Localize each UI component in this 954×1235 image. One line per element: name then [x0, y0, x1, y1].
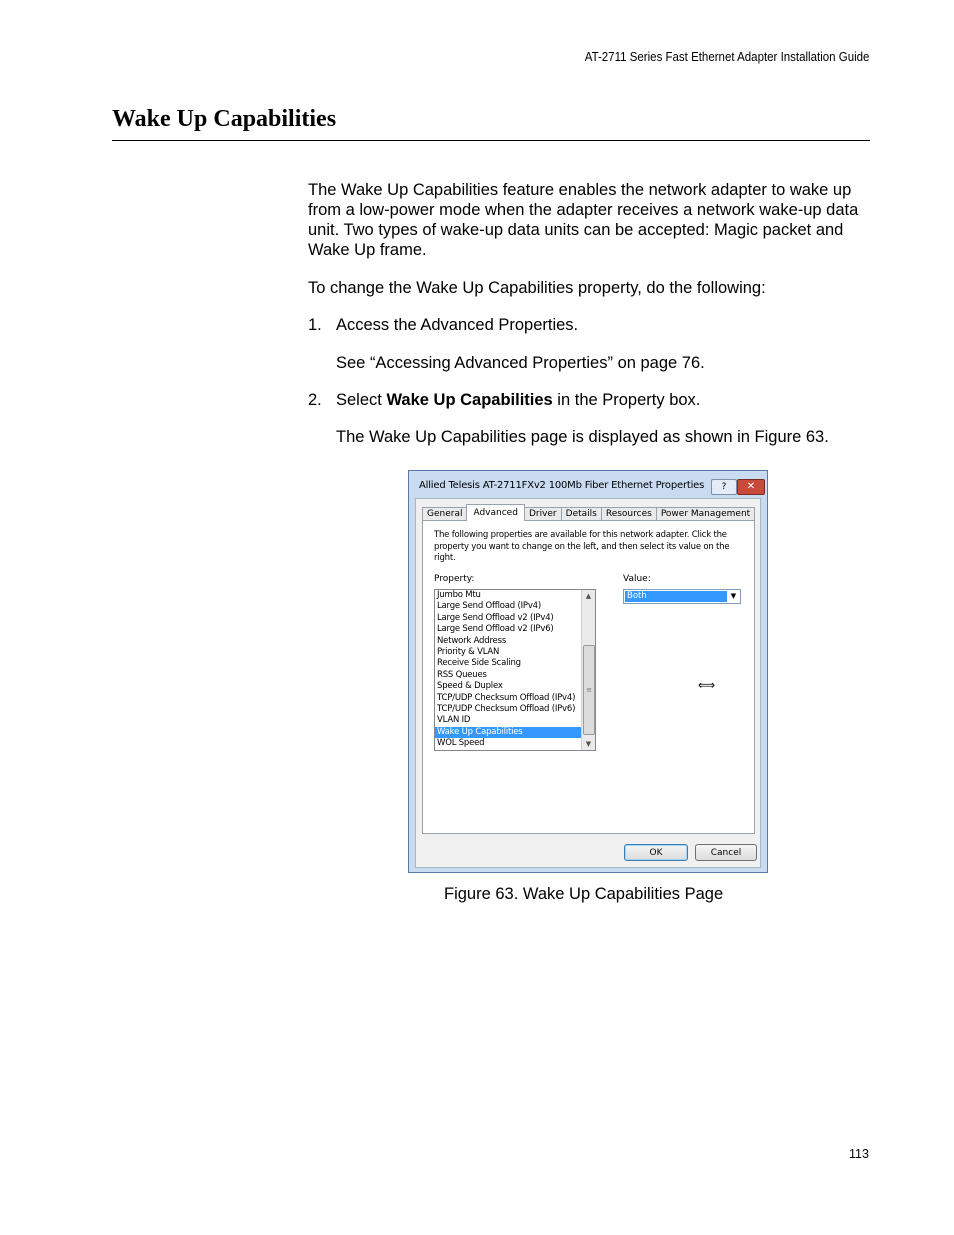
section-title: Wake Up Capabilities	[112, 106, 337, 132]
properties-dialog-screenshot	[408, 470, 768, 873]
title-divider	[112, 140, 870, 141]
value-selected-text: Both	[625, 591, 727, 602]
list-item[interactable]: WOL Speed	[437, 738, 485, 749]
instruction-paragraph: To change the Wake Up Capabilities property, do the following:	[308, 279, 766, 297]
dropdown-arrow-icon[interactable]: ▼	[730, 592, 737, 600]
help-button[interactable]: ?	[711, 479, 737, 495]
resize-cursor-icon: ⟺	[698, 678, 716, 692]
list-item-selected[interactable]: Wake Up Capabilities	[435, 727, 581, 738]
page-number: 113	[849, 1147, 869, 1161]
list-item[interactable]: Network Address	[437, 635, 507, 646]
list-item[interactable]: Receive Side Scaling	[437, 658, 521, 669]
property-label: Property:	[434, 574, 475, 584]
tab-power-management[interactable]: Power Management	[656, 507, 755, 521]
step-1-subtext: See “Accessing Advanced Properties” on page 76.	[336, 354, 705, 372]
ok-button[interactable]: OK	[624, 844, 688, 861]
list-item[interactable]: VLAN ID	[437, 715, 471, 726]
step-2-number: 2.	[308, 391, 322, 409]
figure-caption: Figure 63. Wake Up Capabilities Page	[444, 885, 724, 903]
step-2-text-before: Select	[336, 391, 387, 409]
step-2-subtext: The Wake Up Capabilities page is displayed as shown in Figure 63.	[336, 428, 829, 446]
list-item[interactable]: Large Send Offload v2 (IPv6)	[437, 624, 554, 635]
tab-general[interactable]: General	[422, 507, 467, 521]
value-label: Value:	[623, 574, 651, 584]
tab-driver[interactable]: Driver	[524, 507, 562, 521]
list-item[interactable]: RSS Queues	[437, 669, 487, 680]
step-2-text	[336, 390, 700, 410]
advanced-panel	[422, 520, 755, 834]
scroll-thumb[interactable]: ≡	[583, 645, 595, 735]
step-1-text: Access the Advanced Properties.	[336, 316, 579, 334]
intro-paragraph: The Wake Up Capabilities feature enables the network adapter to wake up from a low-power mode when the adapter receives a network wake-up data unit. Two types of wake-up data units can be accepted: Magic packet and Wake Up frame.	[308, 181, 859, 259]
panel-description: The following properties are available for this network adapter. Click the property you want to change on the left, and then select its value on the right.	[434, 530, 730, 563]
tab-advanced[interactable]: Advanced	[466, 504, 524, 521]
list-item[interactable]: Large Send Offload v2 (IPv4)	[437, 612, 554, 623]
tab-details[interactable]: Details	[561, 507, 602, 521]
value-dropdown[interactable]	[623, 589, 741, 604]
step-2-bold-term: Wake Up Capabilities	[386, 391, 553, 409]
list-item[interactable]: Priority & VLAN	[437, 646, 500, 657]
tab-strip	[422, 505, 754, 521]
list-item[interactable]: Large Send Offload (IPv4)	[437, 601, 541, 612]
running-header: AT-2711 Series Fast Ethernet Adapter Installation Guide	[584, 50, 869, 64]
step-2-text-after: in the Property box.	[552, 391, 701, 409]
scroll-up-arrow-icon[interactable]: ▲	[585, 592, 592, 600]
list-item[interactable]: Speed & Duplex	[437, 681, 503, 692]
scroll-down-arrow-icon[interactable]: ▼	[585, 740, 592, 748]
close-button[interactable]: ✕	[737, 479, 765, 495]
tab-resources[interactable]: Resources	[601, 507, 657, 521]
dialog-body	[415, 498, 761, 868]
list-item[interactable]: Jumbo Mtu	[437, 590, 481, 600]
property-listbox[interactable]	[434, 589, 596, 751]
list-item[interactable]: TCP/UDP Checksum Offload (IPv4)	[437, 692, 576, 703]
cancel-button[interactable]: Cancel	[695, 844, 757, 861]
property-scrollbar[interactable]	[581, 590, 595, 750]
dialog-title: Allied Telesis AT-2711FXv2 100Mb Fiber Ethernet Properties	[419, 480, 705, 491]
step-1-number: 1.	[308, 316, 322, 334]
list-item[interactable]: TCP/UDP Checksum Offload (IPv6)	[437, 703, 576, 714]
